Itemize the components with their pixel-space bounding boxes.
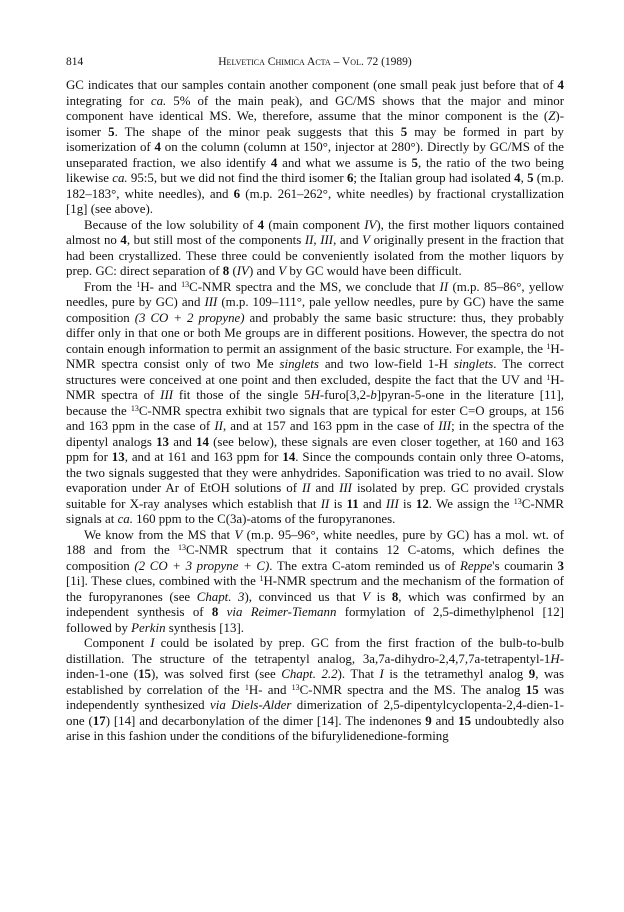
page-header [66,56,564,72]
paragraph: Because of the low solubility of 4 (main component IV), the first mother liquors contained almost no 4, but still most of the components II, III, and V originally present in the fraction that had been crystallized. These three could be conveniently isolated from the mother liquors by prep. GC: direct separation of 8 (IV) and V by GC would have been difficult. [66,217,565,278]
article-body [66,78,564,745]
page-number: 814 [66,56,84,68]
paragraph: GC indicates that our samples contain another component (one small peak just before that of 4 integrating for ca. 5% of the main peak), and GC/MS shows that the major and minor component have identical MS. We, therefore, assume that the minor component is the (Z)-isomer 5. The shape of the minor peak suggests that this 5 may be formed in part by isomerization of 4 on the column (column at 150°, injector at 280°). Directly by GC/MS of the unseparated fraction, we also identify 4 and what we assume is 5, the ratio of the two being likewise ca. 95:5, but we did not find the third isomer 6; the Italian group had isolated 4, 5 (m.p. 182–183°, white needles), and 6 (m.p. 261–262°, white needles) by fractional crystallization [1g] (see above). [66,78,565,216]
paragraph: We know from the MS that V (m.p. 95–96°, white needles, pure by GC) has a mol. wt. of 188 and from the $^{13}$C-NMR spectrum that it contains 12 C-atoms, which defines the composition (2 CO + 3 propyne + C). The extra C-atom reminded us of Reppe's coumarin 3 [1i]. These clues, combined with the $^1$H-NMR spectrum and the mechanism of the formation of the furopyranones (see Chapt. 3), convinced us that V is 8, which was confirmed by an independent synthesis of 8 via Reimer-Tiemann formylation of 2,5-dimethylphenol [12] followed by Perkin synthesis [13]. [66,527,565,635]
running-head: Helvetica Chimica Acta – Vol. 72 (1989) [218,56,412,68]
paragraph: Component I could be isolated by prep. GC from the first fraction of the bulb-to-bulb distillation. The structure of the tetrapentyl analog, 3a,7a-dihydro-2,4,7,7a-tetrapentyl-1H-inden-1-one (15), was solved first (see Chapt. 2.2). That I is the tetramethyl analog 9, was established by correlation of the $^1$H- and $^{13}$C-NMR spectra and the MS. The analog 15 was independently synthesized via Diels-Alder dimerization of 2,5-dipentylcyclopenta-2,4-dien-1-one (17) [14] and decarbonylation of the dimer [14]. The indenones 9 and 15 undoubtedly also arise in this fashion under the conditions of the bifurylidenedione-forming [66,636,564,743]
paragraph: From the $^1$H- and $^{13}$C-NMR spectra and the MS, we conclude that II (m.p. 85–86°, yellow needles, pure by GC) and III (m.p. 109–111°, pale yellow needles, pure by GC) have the same composition (3 CO + 2 propyne) and probably the same basic structure: thus, they probably differ only in that one or both Me groups are in different positions. However, the spectra do not contain enough information to permit an assignment of the basic structure. For example, the $^1$H-NMR spectra consist only of two Me singlets and two low-field 1-H singlets. The correct structures were conceived at one point and then excluded, despite the fact that the UV and $^1$H-NMR spectra of III fit those of the single 5H-furo[3,2-b]pyran-5-one in the literature [11], because the $^{13}$C-NMR spectra exhibit two signals that are typical for ester C=O groups, at 156 and 163 ppm in the case of II, and at 157 and 163 ppm in the case of III; in the spectra of the dipentyl analogs 13 and 14 (see below), these signals are even closer together, at 160 and 163 ppm for 13, and at 161 and 163 ppm for 14. Since the compounds contain only three O-atoms, the two signals suggested that they were anhydrides. Saponification was tried to no avail. Slow evaporation under Ar of EtOH solutions of II and III isolated by prep. GC provided crystals suitable for X-ray analyses which establish that II is 11 and III is 12. We assign the $^{13}$C-NMR signals at ca. 160 ppm to the C(3a)-atoms of the furopyranones. [66,279,565,526]
